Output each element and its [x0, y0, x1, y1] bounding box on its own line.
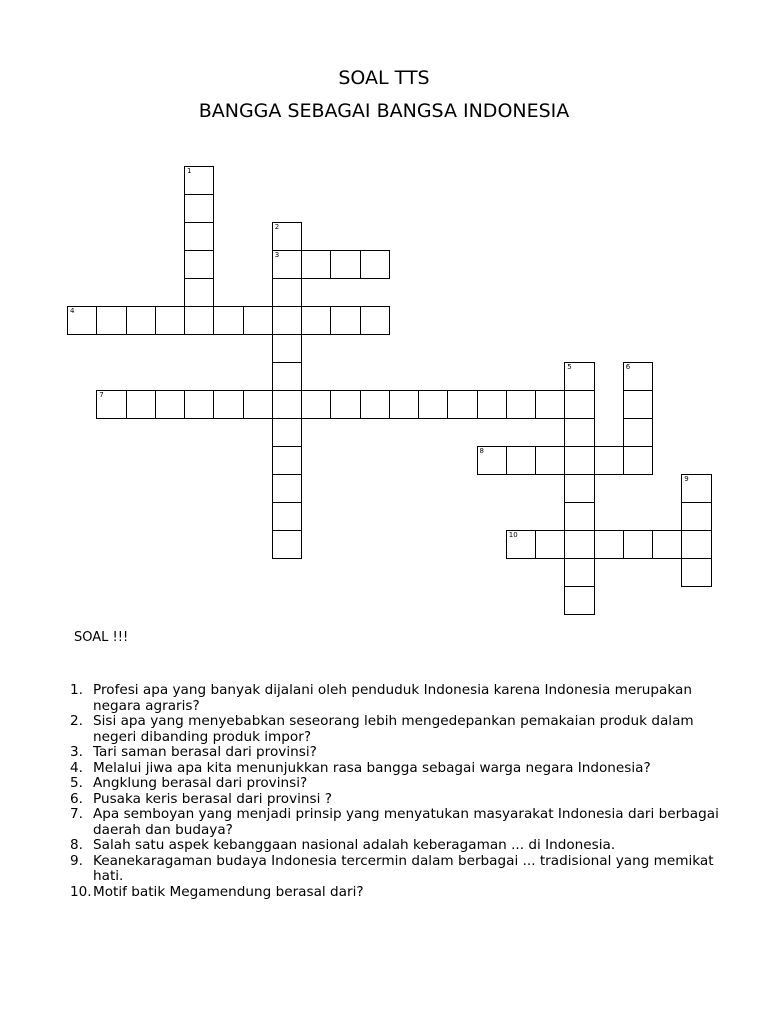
clue-list — [70, 683, 730, 900]
crossword-cell[interactable] — [272, 306, 302, 335]
crossword-cell[interactable] — [564, 530, 594, 559]
clue-text: Apa semboyan yang menjadi prinsip yang menyatukan masyarakat Indonesia dari berbagai daerah dan budaya? — [93, 806, 719, 838]
clue-number-label: 1. — [70, 682, 83, 698]
crossword-cell[interactable] — [681, 502, 711, 531]
clue-number: 2 — [274, 222, 280, 231]
crossword-cell[interactable] — [272, 390, 302, 419]
crossword-cell[interactable] — [681, 558, 711, 587]
crossword-cell[interactable] — [623, 530, 653, 559]
clue-number-label: 2. — [70, 713, 83, 729]
crossword-cell[interactable] — [96, 390, 126, 419]
clue-item — [70, 776, 730, 792]
clue-text: Salah satu aspek kebanggaan nasional adalah keberagaman ... di Indonesia. — [93, 837, 616, 853]
crossword-cell[interactable] — [184, 222, 214, 251]
crossword-cell[interactable] — [213, 306, 243, 335]
clue-text: Pusaka keris berasal dari provinsi ? — [93, 790, 332, 807]
crossword-cell[interactable] — [184, 278, 214, 307]
crossword-cell[interactable] — [330, 390, 360, 419]
crossword-cell[interactable] — [301, 306, 331, 335]
crossword-cell[interactable] — [623, 446, 653, 475]
crossword-cell[interactable] — [213, 390, 243, 419]
crossword-cell[interactable] — [681, 530, 711, 559]
clue-text: Motif batik Megamendung berasal dari? — [93, 883, 364, 900]
crossword-cell[interactable] — [564, 586, 594, 615]
crossword-cell[interactable] — [594, 446, 624, 475]
crossword-cell[interactable] — [564, 418, 594, 447]
questions-heading: SOAL !!! — [74, 630, 129, 645]
crossword-cell[interactable] — [564, 362, 594, 391]
crossword-cell[interactable] — [126, 390, 156, 419]
clue-text: Melalui jiwa apa kita menunjukkan rasa bangga sebagai warga negara Indonesia? — [93, 759, 651, 776]
crossword-cell[interactable] — [564, 558, 594, 587]
crossword-cell[interactable] — [272, 222, 302, 251]
crossword-cell[interactable] — [652, 530, 682, 559]
crossword-cell[interactable] — [506, 390, 536, 419]
clue-number-label: 7. — [70, 806, 83, 822]
clue-item — [70, 714, 730, 745]
clue-number: 9 — [684, 474, 689, 483]
crossword-cell[interactable] — [184, 166, 214, 195]
crossword-cell[interactable] — [184, 306, 214, 335]
crossword-cell[interactable] — [155, 306, 185, 335]
crossword-cell[interactable] — [360, 250, 390, 279]
clue-number-label: 3. — [70, 744, 83, 760]
crossword-cell[interactable] — [184, 390, 214, 419]
crossword-cell[interactable] — [535, 530, 565, 559]
clue-text: Angklung berasal dari provinsi? — [93, 775, 308, 791]
clue-item — [70, 807, 730, 838]
crossword-cell[interactable] — [272, 530, 302, 559]
crossword-cell[interactable] — [272, 278, 302, 307]
crossword-cell[interactable] — [477, 390, 507, 419]
crossword-cell[interactable] — [272, 250, 302, 279]
clue-text: Sisi apa yang menyebabkan seseorang lebih mengedepankan pemakaian produk dalam negeri dibanding produk impor? — [93, 713, 694, 745]
clue-item — [70, 885, 730, 901]
crossword-cell[interactable] — [272, 474, 302, 503]
crossword-cell[interactable] — [506, 446, 536, 475]
clue-item — [70, 792, 730, 808]
crossword-cell[interactable] — [623, 362, 653, 391]
crossword-cell[interactable] — [155, 390, 185, 419]
crossword-cell[interactable] — [564, 474, 594, 503]
crossword-cell[interactable] — [272, 446, 302, 475]
crossword-cell[interactable] — [67, 306, 97, 335]
crossword-cell[interactable] — [184, 194, 214, 223]
clue-item — [70, 838, 730, 854]
crossword-cell[interactable] — [623, 390, 653, 419]
crossword-cell[interactable] — [301, 390, 331, 419]
crossword-cell[interactable] — [594, 530, 624, 559]
clue-number-label: 8. — [70, 837, 83, 853]
crossword-cell[interactable] — [389, 390, 419, 419]
clue-item — [70, 683, 730, 714]
clue-number: 8 — [479, 446, 484, 455]
crossword-cell[interactable] — [477, 446, 507, 475]
clue-item — [70, 745, 730, 761]
crossword-cell[interactable] — [330, 250, 360, 279]
clue-number-label: 6. — [70, 790, 83, 807]
clue-number-label: 4. — [70, 759, 83, 776]
clue-number-label: 9. — [70, 852, 83, 869]
clue-number-label: 5. — [70, 775, 83, 791]
crossword-cell[interactable] — [535, 390, 565, 419]
clue-number: 4 — [70, 306, 75, 315]
clue-number: 6 — [625, 362, 631, 371]
clue-number: 10 — [508, 530, 518, 539]
crossword-cell[interactable] — [272, 418, 302, 447]
clue-text: Tari saman berasal dari provinsi? — [93, 744, 317, 760]
clue-number: 1 — [187, 166, 192, 175]
clue-number: 7 — [99, 390, 104, 399]
crossword-cell[interactable] — [564, 390, 594, 419]
clue-item — [70, 854, 730, 885]
crossword-cell[interactable] — [535, 446, 565, 475]
clue-text: Keanekaragaman budaya Indonesia tercermin dalam berbagai ... tradisional yang memikat hati. — [93, 852, 714, 884]
crossword-cell[interactable] — [506, 530, 536, 559]
page-subtitle: BANGGA SEBAGAI BANGSA INDONESIA — [198, 100, 570, 122]
crossword-cell[interactable] — [272, 334, 302, 363]
clue-text: Profesi apa yang banyak dijalani oleh penduduk Indonesia karena Indonesia merupakan negara agraris? — [93, 682, 692, 714]
crossword-cell[interactable] — [681, 474, 711, 503]
crossword-cell[interactable] — [418, 390, 448, 419]
crossword-cell[interactable] — [360, 306, 390, 335]
clue-number: 3 — [274, 250, 280, 259]
crossword-cell[interactable] — [564, 446, 594, 475]
crossword-cell[interactable] — [243, 390, 273, 419]
clue-item — [70, 761, 730, 777]
clue-number-label: 10. — [70, 883, 92, 900]
crossword-cell[interactable] — [564, 502, 594, 531]
crossword-cell[interactable] — [301, 250, 331, 279]
clue-number: 5 — [567, 362, 572, 371]
crossword-cell[interactable] — [272, 362, 302, 391]
page-title: SOAL TTS — [338, 67, 430, 89]
crossword-cell[interactable] — [184, 250, 214, 279]
crossword-cell[interactable] — [623, 418, 653, 447]
crossword-cell[interactable] — [272, 502, 302, 531]
crossword-cell[interactable] — [360, 390, 390, 419]
crossword-cell[interactable] — [447, 390, 477, 419]
crossword-cell[interactable] — [243, 306, 273, 335]
crossword-cell[interactable] — [330, 306, 360, 335]
crossword-cell[interactable] — [96, 306, 126, 335]
crossword-cell[interactable] — [126, 306, 156, 335]
